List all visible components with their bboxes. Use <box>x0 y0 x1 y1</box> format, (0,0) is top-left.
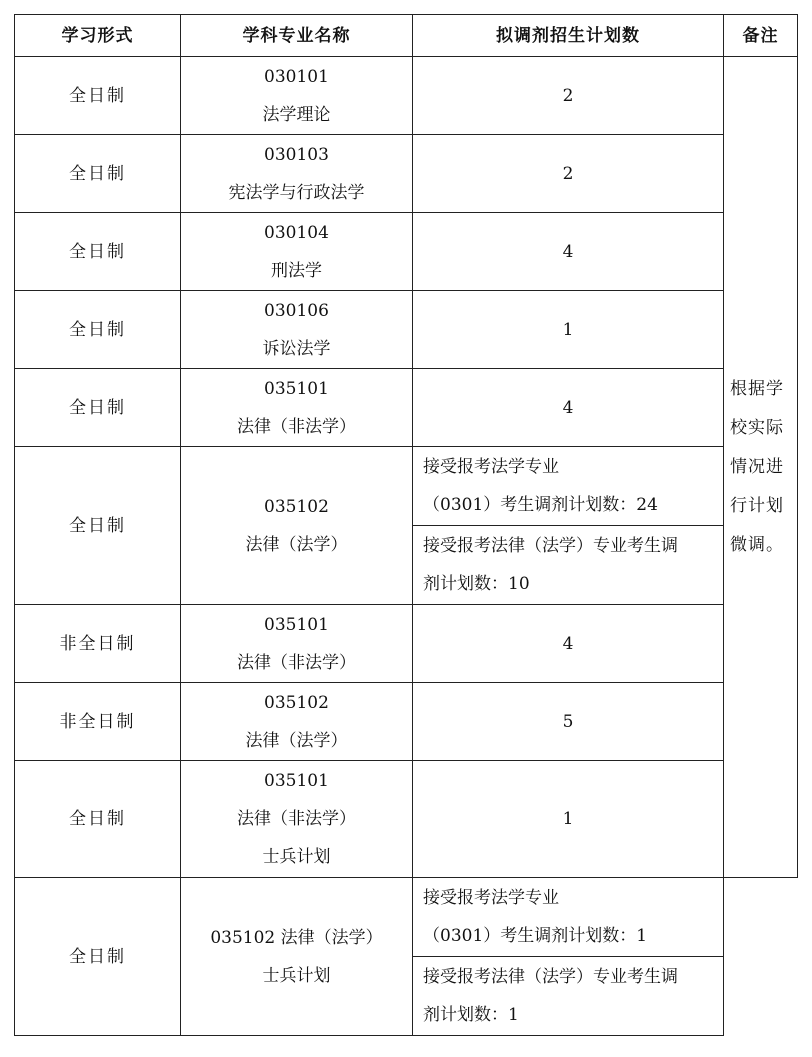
major-code: 030103 <box>264 144 329 165</box>
study-form: 全日制 <box>15 135 181 213</box>
major-cell <box>181 683 413 761</box>
study-form: 全日制 <box>15 447 181 605</box>
study-form: 全日制 <box>15 878 181 1036</box>
major-name: 刑法学 <box>271 260 322 281</box>
plan-detail-line: 剂计划数：10 <box>423 574 530 594</box>
remark-line: 情况进 <box>730 456 784 477</box>
table-row <box>15 57 798 135</box>
study-form: 全日制 <box>15 213 181 291</box>
plan-count: 4 <box>413 605 724 683</box>
major-extra: 士兵计划 <box>262 847 331 867</box>
major-cell <box>181 213 413 291</box>
table-row <box>15 878 798 957</box>
remark-line: 行计划 <box>730 495 784 516</box>
major-cell <box>181 447 413 605</box>
major-name: 法律（法学） <box>245 534 348 555</box>
study-form: 全日制 <box>15 369 181 447</box>
major-cell <box>181 761 413 878</box>
major-cell <box>181 135 413 213</box>
major-cell <box>181 57 413 135</box>
major-cell <box>181 369 413 447</box>
major-code: 030101 <box>264 66 329 87</box>
major-code: 030104 <box>264 222 329 243</box>
major-name: 法律（非法学） <box>237 809 356 829</box>
plan-detail <box>413 447 724 526</box>
major-name: 法律（非法学） <box>237 652 356 673</box>
remark-cell <box>724 57 798 878</box>
remark-line: 根据学 <box>730 378 784 399</box>
major-name: 宪法学与行政法学 <box>228 182 365 203</box>
major-code-name: 035102 法律（法学） <box>210 927 383 948</box>
plan-count: 2 <box>413 135 724 213</box>
major-name: 诉讼法学 <box>262 338 331 359</box>
major-name: 法律（非法学） <box>237 416 356 437</box>
major-code: 030106 <box>264 300 329 321</box>
major-name: 法学理论 <box>262 104 331 125</box>
remark-line: 微调。 <box>730 534 784 555</box>
table-row <box>15 683 798 761</box>
plan-detail-line: 剂计划数：1 <box>423 1005 519 1025</box>
plan-detail-line: （0301）考生调剂计划数：1 <box>423 926 648 946</box>
plan-detail-line: 接受报考法律（法学）专业考生调 <box>423 967 678 987</box>
plan-detail-line: 接受报考法学专业 <box>423 888 559 908</box>
major-code: 035101 <box>264 771 329 791</box>
header-remark: 备注 <box>724 15 798 57</box>
remark-line: 校实际 <box>730 417 784 438</box>
major-code: 035102 <box>264 692 329 713</box>
major-code: 035102 <box>264 496 329 517</box>
table-row <box>15 761 798 878</box>
study-form: 非全日制 <box>15 683 181 761</box>
table-row <box>15 135 798 213</box>
plan-count: 1 <box>413 291 724 369</box>
study-form: 全日制 <box>15 761 181 878</box>
plan-count: 4 <box>413 369 724 447</box>
header-row <box>15 15 798 57</box>
table-row <box>15 605 798 683</box>
major-cell <box>181 605 413 683</box>
table-row <box>15 291 798 369</box>
major-code: 035101 <box>264 378 329 399</box>
plan-table <box>14 14 798 1036</box>
study-form: 全日制 <box>15 291 181 369</box>
plan-count: 2 <box>413 57 724 135</box>
header-form: 学习形式 <box>15 15 181 57</box>
plan-detail <box>413 526 724 605</box>
plan-count: 5 <box>413 683 724 761</box>
plan-detail-line: （0301）考生调剂计划数：24 <box>423 495 658 515</box>
header-plan: 拟调剂招生计划数 <box>413 15 724 57</box>
major-name: 法律（法学） <box>245 730 348 751</box>
plan-detail <box>413 957 724 1036</box>
table-row <box>15 213 798 291</box>
major-code: 035101 <box>264 614 329 635</box>
table-row <box>15 447 798 526</box>
plan-detail-line: 接受报考法学专业 <box>423 457 559 477</box>
header-major: 学科专业名称 <box>181 15 413 57</box>
major-extra: 士兵计划 <box>262 965 331 986</box>
plan-detail-line: 接受报考法律（法学）专业考生调 <box>423 536 678 556</box>
major-cell <box>181 291 413 369</box>
plan-count: 4 <box>413 213 724 291</box>
study-form: 全日制 <box>15 57 181 135</box>
table-row <box>15 369 798 447</box>
study-form: 非全日制 <box>15 605 181 683</box>
plan-detail <box>413 878 724 957</box>
major-cell <box>181 878 413 1036</box>
plan-count: 1 <box>413 761 724 878</box>
